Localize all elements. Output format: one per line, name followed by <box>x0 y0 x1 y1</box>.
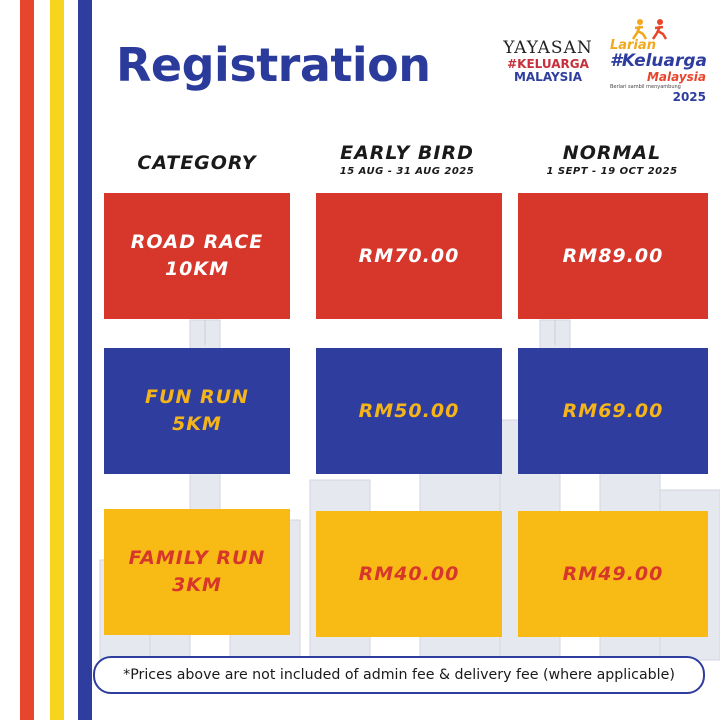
category-distance: 5KM <box>172 413 222 435</box>
larian-keluarga-malaysia-logo <box>610 24 706 104</box>
category-cell-family-run <box>104 509 290 635</box>
category-name: FAMILY RUN <box>128 547 266 569</box>
category-name: FUN RUN <box>145 386 249 408</box>
normal-header <box>516 142 708 177</box>
early-bird-dates: 15 AUG - 31 AUG 2025 <box>339 166 475 177</box>
logo-text: 2025 <box>672 90 706 104</box>
logo-text: #Keluarga <box>610 51 708 71</box>
page-title: Registration <box>116 38 431 92</box>
logo-text: MALAYSIA <box>513 70 583 84</box>
category-header: CATEGORY <box>137 152 257 174</box>
logo-text: YAYASAN <box>503 38 593 58</box>
normal-label: NORMAL <box>562 142 662 164</box>
category-cell-road-race <box>104 193 290 319</box>
logo-text: Larian <box>610 38 656 53</box>
early-bird-price-road-race: RM70.00 <box>316 193 502 319</box>
logo-text: #KELUARGA <box>507 57 589 71</box>
category-distance: 10KM <box>164 258 230 280</box>
yayasan-keluarga-malaysia-logo <box>496 38 600 84</box>
logo-text: Malaysia <box>646 70 706 84</box>
early-bird-price-family-run: RM40.00 <box>316 511 502 637</box>
normal-dates: 1 SEPT - 19 OCT 2025 <box>546 166 678 177</box>
early-bird-header <box>314 142 500 177</box>
category-distance: 3KM <box>172 574 222 596</box>
normal-price-fun-run: RM69.00 <box>518 348 708 474</box>
logo-text: Berlari sambil menyambung <box>610 84 681 90</box>
normal-price-family-run: RM49.00 <box>518 511 708 637</box>
early-bird-label: EARLY BIRD <box>340 142 474 164</box>
normal-price-road-race: RM89.00 <box>518 193 708 319</box>
category-name: ROAD RACE <box>130 231 264 253</box>
price-disclaimer-note: *Prices above are not included of admin fee & delivery fee (where applicable) <box>93 656 705 694</box>
early-bird-price-fun-run: RM50.00 <box>316 348 502 474</box>
category-cell-fun-run <box>104 348 290 474</box>
